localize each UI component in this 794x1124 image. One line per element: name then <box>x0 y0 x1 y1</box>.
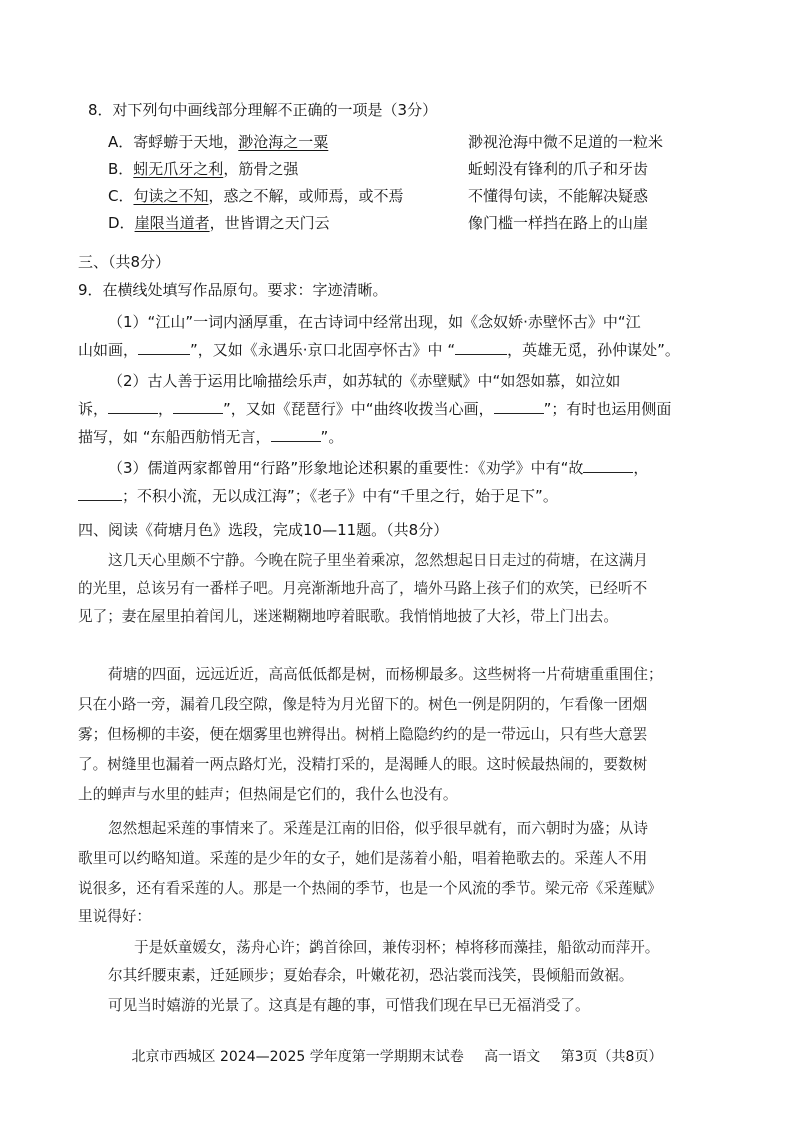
option-underlined: 渺沧海之一粟 <box>238 133 329 151</box>
option-underlined: 崖限当道者 <box>134 214 210 232</box>
text-fragment: ， <box>633 459 649 477</box>
option-letter: A． <box>108 133 134 151</box>
passage-line: 歌里可以约略知道。采莲的是少年的女子，她们是荡着小船，唱着艳歌去的。采莲人不用 <box>78 850 648 867</box>
passage-line: 可见当时嬉游的光景了。这真是有趣的事，可惜我们现在早已无福消受了。 <box>108 997 590 1014</box>
answer-blank[interactable] <box>78 486 122 501</box>
text-fragment: （3）儒道两家都曾用“行路”形象地论述积累的重要性：《劝学》中有“故 <box>108 459 584 477</box>
text-fragment: ；不积小流，无以成江海”；《老子》中有“千里之行，始于足下”。 <box>122 487 558 505</box>
q8-option-d-explain: 像门槛一样挡在路上的山崖 <box>468 214 649 232</box>
q8-option-d <box>108 213 330 233</box>
passage-line: 这几天心里颇不宁静。今晚在院子里坐着乘凉，忽然想起日日走过的荷塘，在这满月 <box>108 552 648 569</box>
answer-blank[interactable] <box>271 427 321 442</box>
q9-part1-line2 <box>78 340 680 360</box>
section-4-heading: 四、阅读《荷塘月色》选段，完成10—11题。（共8分） <box>78 521 449 539</box>
text-fragment: 诉， <box>78 400 109 418</box>
option-text: ，世皆谓之天门云 <box>209 214 330 232</box>
section-3-heading: 三、（共8分） <box>78 253 171 271</box>
answer-blank[interactable] <box>494 399 544 414</box>
q9-part2-line3 <box>78 427 343 447</box>
answer-blank[interactable] <box>583 458 633 473</box>
passage-line: 上的蝉声与水里的蛙声；但热闹是它们的，我什么也没有。 <box>78 786 458 803</box>
footer-page-number: 第3页（共8页） <box>560 1049 663 1065</box>
text-fragment: ”，又如《琵琶行》中“曲终收拨当心画， <box>223 400 494 418</box>
passage-line: 说很多，还有看采莲的人。那是一个热闹的季节，也是一个风流的季节。梁元帝《采莲赋》 <box>78 880 662 897</box>
q9-part2-line2 <box>78 399 671 419</box>
passage-line: 的光里，总该另有一番样子吧。月亮渐渐地升高了，墙外马路上孩子们的欢笑，已经听不 <box>78 580 648 597</box>
option-underlined: 句读之不知 <box>133 187 209 205</box>
passage-line: 只在小路一旁，漏着几段空隙，像是特为月光留下的。树色一例是阴阴的，乍看像一团烟 <box>78 696 648 713</box>
q9-part3-line2 <box>78 486 558 506</box>
q8-option-b-explain: 蚯蚓没有锋利的爪子和牙齿 <box>468 160 649 178</box>
quote-line: 尔其纤腰束素，迁延顾步；夏始春余，叶嫩花初，恐沾裳而浅笑，畏倾船而敛裾。 <box>108 967 634 984</box>
q8-option-b <box>108 159 298 179</box>
option-underlined: 蚓无爪牙之利 <box>133 160 224 178</box>
text-fragment: ， <box>158 400 174 418</box>
footer-school: 北京市西城区 2024—2025 学年度第一学期期末试卷 <box>131 1049 464 1065</box>
q8-option-c <box>108 186 404 206</box>
quote-line: 于是妖童媛女，荡舟心许；鹢首徐回，兼传羽杯；棹将移而藻挂，船欲动而萍开。 <box>134 939 660 956</box>
option-letter: C． <box>108 187 134 205</box>
q8-option-c-explain: 不懂得句读，不能解决疑惑 <box>468 187 649 205</box>
text-fragment: ”。 <box>320 428 344 446</box>
page-footer <box>0 1046 794 1066</box>
answer-blank[interactable] <box>138 340 190 355</box>
q9-part3-line1 <box>108 458 648 478</box>
passage-line: 里说得好： <box>78 908 151 925</box>
answer-blank[interactable] <box>173 399 223 414</box>
answer-blank[interactable] <box>455 340 507 355</box>
passage-line: 了。树缝里也漏着一两点路灯光，没精打采的，是渴睡人的眼。这时候最热闹的，要数树 <box>78 756 648 773</box>
passage-line: 见了；妻在屋里拍着闰儿，迷迷糊糊地哼着眠歌。我悄悄地披了大衫，带上门出去。 <box>78 608 618 625</box>
q9-part2-line1: （2）古人善于运用比喻描绘乐声，如苏轼的《赤壁赋》中“如怨如慕，如泣如 <box>108 372 621 390</box>
q8-stem: 8．对下列句中画线部分理解不正确的一项是（3分） <box>88 101 438 119</box>
passage-line: 荷塘的四面，远远近近，高高低低都是树，而杨柳最多。这些树将一片荷塘重重围住； <box>108 666 663 683</box>
q9-part1-line1: （1）“江山”一词内涵厚重，在古诗词中经常出现，如《念奴娇·赤壁怀古》中“江 <box>108 313 641 331</box>
option-text: ，惑之不解，或师焉，或不焉 <box>208 187 404 205</box>
passage-line: 雾；但杨柳的丰姿，便在烟雾里也辨得出。树梢上隐隐约约的是一带远山，只有些大意罢 <box>78 726 648 743</box>
q8-option-a-explain: 渺视沧海中微不足道的一粒米 <box>468 133 664 151</box>
answer-blank[interactable] <box>108 399 158 414</box>
option-text: 寄蜉蝣于天地， <box>133 133 239 151</box>
passage-line: 忽然想起采莲的事情来了。采莲是江南的旧俗，似乎很早就有，而六朝时为盛；从诗 <box>108 820 648 837</box>
q8-option-a <box>108 132 328 152</box>
text-fragment: ，英雄无觅，孙仲谋处”。 <box>507 341 680 359</box>
text-fragment: ”，又如《永遇乐·京口北固亭怀古》中 “ <box>190 341 456 359</box>
option-letter: B． <box>108 160 134 178</box>
text-fragment: 山如画， <box>78 341 139 359</box>
option-letter: D． <box>108 214 135 232</box>
option-text: ，筋骨之强 <box>223 160 299 178</box>
text-fragment: 描写，如 “东船西舫悄无言， <box>78 428 271 446</box>
text-fragment: ”；有时也运用侧面 <box>543 400 672 418</box>
footer-subject: 高一语文 <box>484 1049 541 1065</box>
q9-stem: 9．在横线处填写作品原句。要求：字迹清晰。 <box>78 281 388 299</box>
